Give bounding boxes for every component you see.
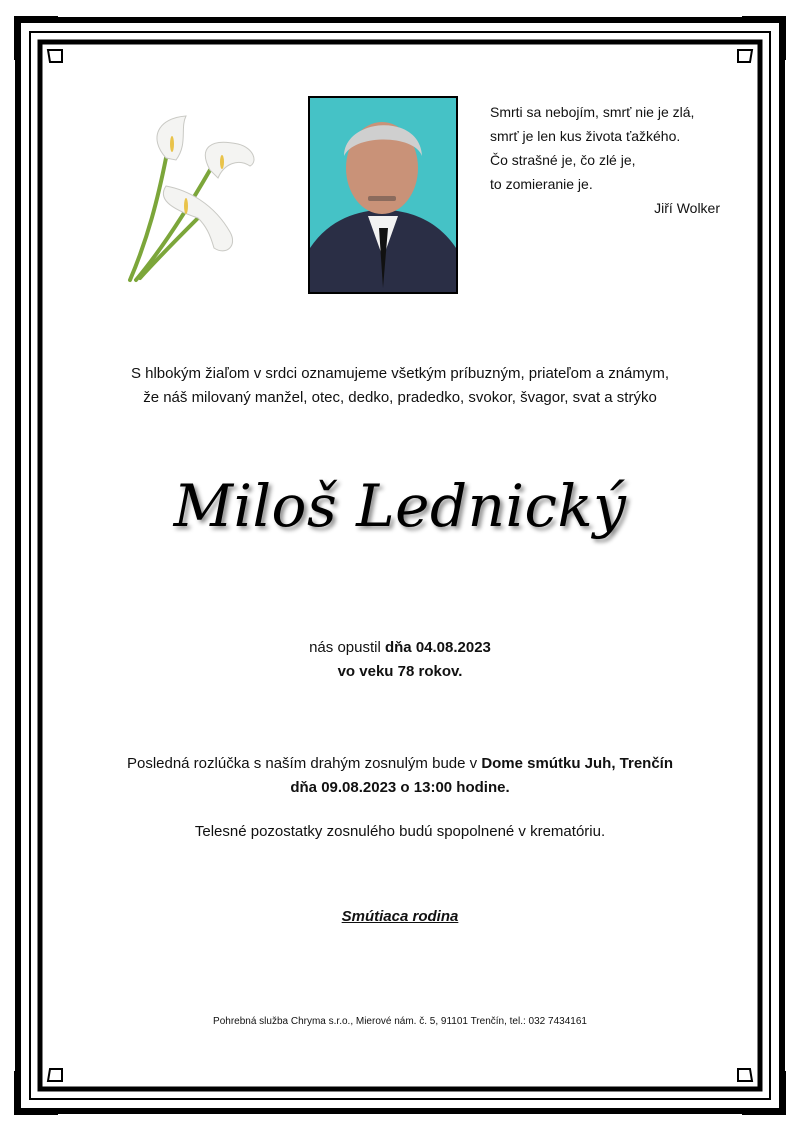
family-signature: [60, 908, 740, 925]
funeral-place: Dome smútku Juh, Trenčín: [481, 755, 674, 772]
funeral-datetime: dňa 09.08.2023 o 13:00 hodine.: [290, 779, 510, 796]
poem-line: smrť je len kus života ťažkého.: [490, 128, 681, 144]
calla-lily-illustration: [118, 108, 268, 288]
deceased-name: Miloš Lednický: [173, 472, 627, 540]
remains-note: Telesné pozostatky zosnulého budú spopolnené v krematóriu.: [194, 823, 606, 840]
poem-line: to zomieranie je.: [490, 176, 593, 192]
poem-quote: [490, 100, 730, 220]
death-date: dňa 04.08.2023: [384, 639, 491, 656]
funeral-service-footer: Pohrebná služba Chryma s.r.o., Mierové nám. č. 5, 91101 Trenčín, tel.: 032 7434161: [213, 1016, 587, 1027]
intro-line-2: že náš milovaný manžel, otec, dedko, pradedko, svokor, švagor, svat a strýko: [143, 389, 657, 406]
death-info: [60, 636, 740, 684]
announcement-intro: [60, 362, 740, 410]
funeral-info: [60, 752, 740, 800]
signature-text: Smútiaca rodina: [341, 908, 459, 925]
death-age: vo veku 78 rokov.: [337, 663, 463, 680]
intro-line-1: S hlbokým žiaľom v srdci oznamujeme všetkým príbuzným, priateľom a známym,: [130, 365, 670, 382]
poem-line: Čo strašné je, čo zlé je,: [490, 152, 636, 168]
death-prefix: nás opustil: [309, 639, 385, 656]
funeral-prefix: Posledná rozlúčka s naším drahým zosnulým bude v: [126, 755, 482, 772]
poem-line: Smrti sa nebojím, smrť nie je zlá,: [490, 104, 695, 120]
poem-author: Jiří Wolker: [654, 200, 720, 216]
portrait-photo: [308, 96, 458, 294]
